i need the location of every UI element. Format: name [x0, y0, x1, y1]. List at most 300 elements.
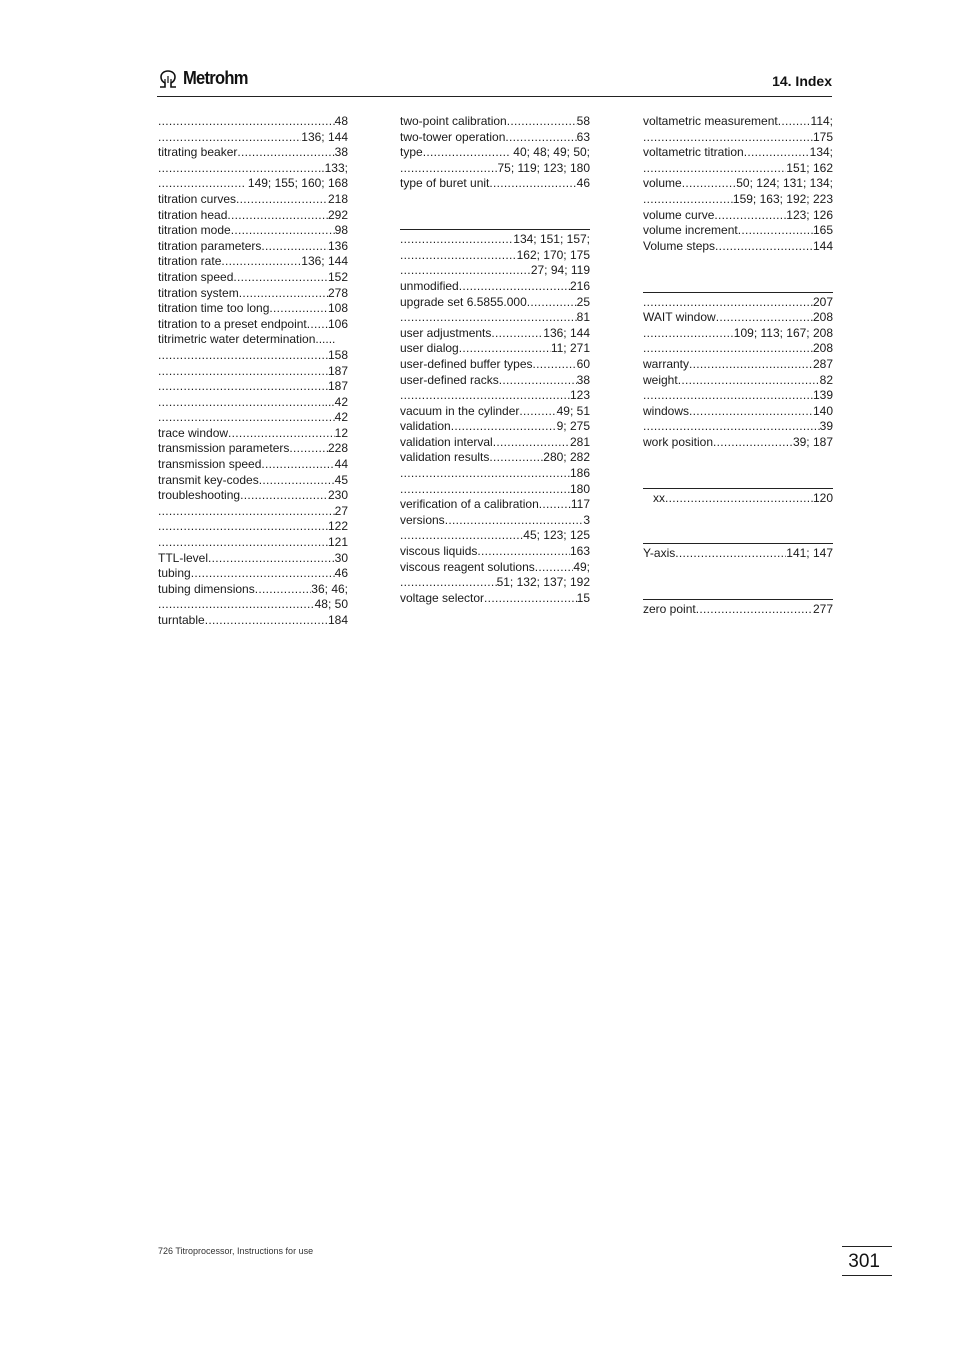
leader-dots — [451, 419, 557, 435]
index-entry — [400, 419, 590, 435]
index-term: Volume steps — [643, 238, 716, 253]
page-refs: 48; 50 — [314, 597, 348, 612]
page-refs: 108 — [327, 301, 348, 316]
index-column-1 — [158, 114, 348, 629]
index-entry — [158, 254, 348, 270]
index-entry — [400, 326, 590, 342]
blank-line — [643, 254, 833, 270]
index-entry — [643, 602, 833, 618]
omega-logo-icon — [157, 69, 179, 89]
leader-dots — [236, 192, 328, 208]
leader-dots — [689, 357, 813, 373]
index-entry — [158, 519, 348, 535]
index-term: volume — [643, 176, 682, 191]
index-entry — [158, 379, 348, 395]
page-refs: 98 — [334, 223, 348, 238]
leader-dots — [445, 513, 584, 529]
page-refs: 45; 123; 125 — [523, 528, 590, 543]
page-refs: 120 — [812, 490, 833, 505]
index-entry — [158, 364, 348, 380]
index-entry — [643, 208, 833, 224]
index-term: transmission speed — [158, 457, 262, 472]
index-entry — [158, 504, 348, 520]
index-term: user dialog — [400, 341, 459, 356]
brand-name: Metrohm — [183, 68, 248, 88]
index-entry — [400, 482, 590, 498]
blank-line — [643, 578, 833, 594]
index-term: trace window — [158, 425, 229, 440]
page-refs: 230 — [327, 488, 348, 503]
page-refs: 109; 113; 167; 208 — [733, 325, 833, 340]
index-entry — [158, 473, 348, 489]
letter-divider — [643, 488, 833, 489]
page-refs: 136; 144 — [543, 325, 590, 340]
blank-line — [643, 466, 833, 482]
page-refs: 36; 46; — [311, 581, 348, 596]
page-refs: 50; 124; 131; 134; — [736, 176, 833, 191]
leader-dots — [696, 602, 813, 618]
leader-dots — [535, 560, 574, 576]
index-entry — [400, 388, 590, 404]
leader-dots — [205, 613, 328, 629]
page-refs: 82 — [819, 372, 833, 387]
leader-dots — [423, 145, 510, 161]
page-refs: 165 — [812, 223, 833, 238]
leader-dots — [400, 310, 577, 326]
index-term: type of buret unit — [400, 176, 490, 191]
index-entry — [400, 310, 590, 326]
index-entry — [400, 295, 590, 311]
index-entry — [643, 546, 833, 562]
page-refs: 46 — [576, 176, 590, 191]
page-refs: 25 — [576, 294, 590, 309]
index-term: tubing — [158, 566, 191, 581]
leader-dots — [158, 364, 328, 380]
page-refs: 39; 187 — [792, 434, 833, 449]
index-term: voltametric titration — [643, 145, 744, 160]
leader-dots — [682, 176, 737, 192]
page-refs: 38 — [576, 372, 590, 387]
index-entry — [158, 551, 348, 567]
page-refs: 187 — [327, 379, 348, 394]
leader-dots — [261, 457, 334, 473]
index-entry — [643, 223, 833, 239]
index-entry — [158, 301, 348, 317]
index-term: user-defined buffer types — [400, 356, 533, 371]
index-term: titration mode — [158, 223, 231, 238]
page-refs: 228 — [327, 441, 348, 456]
page-refs: 162; 170; 175 — [516, 247, 590, 262]
index-term: turntable — [158, 613, 205, 627]
page-refs: 134; — [809, 145, 833, 160]
leader-dots — [158, 395, 325, 411]
index-entry — [158, 208, 348, 224]
page-refs: 11; 271 — [550, 341, 590, 356]
index-entry — [158, 426, 348, 442]
index-term: zero point — [643, 602, 696, 617]
leader-dots — [643, 161, 786, 177]
leader-dots — [239, 286, 328, 302]
page-refs: 121 — [327, 535, 348, 550]
leader-dots — [744, 145, 810, 161]
leader-dots — [158, 114, 335, 130]
leader-dots — [491, 326, 543, 342]
index-term: titration time too long — [158, 301, 270, 316]
index-entry — [400, 450, 590, 466]
page-refs: 40; 48; 49; 50; — [509, 145, 590, 160]
page-refs: ..133; — [317, 160, 348, 175]
index-term: troubleshooting — [158, 488, 241, 503]
index-entry — [158, 239, 348, 255]
index-entry — [643, 419, 833, 435]
page-refs: 49; 51 — [556, 403, 590, 418]
index-term: transmit key-codes — [158, 472, 259, 487]
index-entry — [400, 357, 590, 373]
index-entry — [400, 130, 590, 146]
page-refs: 139 — [812, 388, 833, 403]
index-term: validation results — [400, 450, 490, 465]
leader-dots — [231, 223, 335, 239]
blank-line — [643, 562, 833, 578]
index-entry — [400, 497, 590, 513]
index-term: upgrade set 6.5855.000 — [400, 294, 527, 309]
index-entry — [158, 114, 348, 130]
page-refs: 187 — [327, 363, 348, 378]
leader-dots — [208, 551, 335, 567]
index-entry — [400, 232, 590, 248]
page-refs: 27 — [334, 503, 348, 518]
leader-dots — [665, 491, 813, 507]
index-term: titration curves — [158, 191, 237, 206]
page-refs: 140 — [812, 403, 833, 418]
blank-line — [643, 522, 833, 538]
index-entry — [400, 513, 590, 529]
section-title: 14. Index — [772, 73, 832, 89]
page-refs: 38 — [334, 145, 348, 160]
page-number-box — [842, 1246, 892, 1276]
index-entry — [643, 357, 833, 373]
page-refs: 208 — [812, 341, 833, 356]
leader-dots — [289, 441, 328, 457]
page-refs: 281 — [569, 434, 590, 449]
page-refs: 75; 119; 123; 180 — [497, 160, 590, 175]
leader-dots — [307, 317, 328, 333]
leader-dots — [158, 161, 318, 177]
leader-dots — [489, 450, 543, 466]
page-refs: 12 — [334, 425, 348, 440]
leader-dots — [493, 435, 570, 451]
leader-dots — [158, 597, 315, 613]
leader-dots — [643, 130, 813, 146]
leader-dots — [400, 388, 570, 404]
index-term: user adjustments — [400, 325, 492, 340]
index-entry — [158, 441, 348, 457]
page-refs: 46 — [334, 566, 348, 581]
page-refs: 159; 163; 192; 223 — [732, 191, 833, 206]
index-entry — [400, 279, 590, 295]
blank-line — [400, 208, 590, 224]
page-refs: ...42 — [324, 394, 348, 409]
page-header — [157, 68, 832, 97]
leader-dots — [716, 310, 813, 326]
index-term: viscous reagent solutions — [400, 559, 535, 574]
index-entry — [643, 114, 833, 130]
leader-dots — [400, 263, 531, 279]
index-entry — [400, 575, 590, 591]
index-entry — [158, 613, 348, 629]
index-term: user-defined racks — [400, 372, 499, 387]
page-refs: 63 — [576, 129, 590, 144]
page-refs: 287 — [812, 356, 833, 371]
leader-dots — [643, 295, 813, 311]
index-term: weight — [643, 372, 678, 387]
leader-dots — [489, 176, 576, 192]
letter-divider — [400, 229, 590, 230]
index-term: titration speed — [158, 269, 234, 284]
letter-divider — [643, 292, 833, 293]
leader-dots — [400, 575, 497, 591]
letter-divider — [643, 599, 833, 600]
index-term: Y-axis — [643, 546, 676, 561]
index-entry — [400, 341, 590, 357]
index-entry — [158, 566, 348, 582]
blank-line — [643, 270, 833, 286]
leader-dots — [519, 404, 556, 420]
index-entry — [400, 466, 590, 482]
leader-dots — [477, 544, 570, 560]
page-refs: 123 — [569, 388, 590, 403]
page-refs: 292 — [327, 207, 348, 222]
page-refs: 208 — [812, 310, 833, 325]
page-refs: 218 — [327, 191, 348, 206]
leader-dots — [778, 114, 811, 130]
index-entry — [158, 286, 348, 302]
page-refs: 184 — [327, 613, 348, 627]
index-term: two-tower operation — [400, 129, 506, 144]
index-entry — [400, 248, 590, 264]
index-column-2 — [400, 114, 590, 606]
page-refs: 277 — [812, 602, 833, 617]
index-entry — [643, 373, 833, 389]
page-refs: 123; 126 — [786, 207, 833, 222]
leader-dots — [713, 435, 793, 451]
index-entry — [400, 544, 590, 560]
index-term: titration system — [158, 285, 239, 300]
footer-text: 726 Titroprocessor, Instructions for use — [158, 1246, 314, 1256]
page-refs: 163 — [569, 544, 590, 559]
index-entry — [643, 161, 833, 177]
index-term: transmission parameters — [158, 441, 290, 456]
index-entry — [643, 326, 833, 342]
page-number: 301 — [848, 1251, 880, 1272]
page-refs: 44 — [334, 457, 348, 472]
page-refs: 186 — [569, 466, 590, 481]
index-term: two-point calibration — [400, 114, 507, 128]
page-refs: 3 — [583, 512, 590, 527]
index-term: volume increment — [643, 223, 738, 238]
leader-dots — [678, 373, 820, 389]
index-entry — [643, 388, 833, 404]
page-refs: 158 — [327, 347, 348, 362]
index-term: versions — [400, 512, 445, 527]
index-term: validation — [400, 419, 451, 434]
index-entry — [158, 597, 348, 613]
index-term: voltage selector — [400, 590, 485, 605]
index-term: unmodified — [400, 278, 459, 293]
page-refs: 39 — [819, 419, 833, 434]
leader-dots — [233, 270, 328, 286]
leader-dots — [158, 535, 328, 551]
index-term: titration parameters — [158, 238, 262, 253]
page-refs: 58 — [576, 114, 590, 128]
page-refs: 106 — [327, 316, 348, 331]
leader-dots — [158, 130, 301, 146]
index-entry — [158, 130, 348, 146]
index-term: work position — [643, 434, 714, 449]
leader-dots — [158, 379, 328, 395]
index-entry — [643, 295, 833, 311]
index-entry — [400, 591, 590, 607]
brand-logo — [157, 68, 253, 89]
index-term: titration to a preset endpoint — [158, 316, 307, 331]
leader-dots — [643, 388, 813, 404]
index-entry — [158, 176, 348, 192]
index-term: validation interval — [400, 434, 493, 449]
index-entry — [158, 223, 348, 239]
index-entry — [158, 457, 348, 473]
page-refs: 149; 155; 160; 168 — [244, 176, 348, 191]
leader-dots — [507, 114, 577, 130]
index-entry — [400, 528, 590, 544]
leader-dots — [505, 130, 576, 146]
index-entry — [158, 161, 348, 177]
page-refs: 51; 132; 137; 192 — [496, 575, 590, 590]
index-entry — [643, 176, 833, 192]
leader-dots — [269, 301, 328, 317]
index-entry — [158, 270, 348, 286]
leader-dots — [240, 488, 328, 504]
index-entry — [643, 239, 833, 255]
index-term: vacuum in the cylinder — [400, 403, 520, 418]
leader-dots — [643, 326, 734, 342]
leader-dots — [499, 373, 577, 389]
leader-dots — [689, 404, 813, 420]
leader-dots — [259, 473, 335, 489]
index-entry — [158, 332, 348, 348]
index-entry — [158, 488, 348, 504]
index-term: tubing dimensions — [158, 581, 255, 596]
leader-dots — [459, 279, 570, 295]
page-refs: 30 — [334, 550, 348, 565]
index-term: viscous liquids — [400, 544, 478, 559]
index-entry — [643, 192, 833, 208]
page-refs: 117 — [570, 497, 590, 512]
index-term: windows — [643, 403, 690, 418]
index-entry — [643, 130, 833, 146]
index-entry — [400, 114, 590, 130]
leader-dots — [539, 497, 571, 513]
page-refs: 60 — [576, 356, 590, 371]
leader-dots — [400, 161, 497, 177]
index-entry — [158, 192, 348, 208]
letter-divider — [643, 543, 833, 544]
index-entry — [643, 404, 833, 420]
page-refs: 45 — [334, 472, 348, 487]
leader-dots — [261, 239, 328, 255]
page-refs: 27; 94; 119 — [530, 263, 590, 278]
index-term: titration head — [158, 207, 228, 222]
index-entry — [158, 410, 348, 426]
leader-dots — [227, 208, 328, 224]
index-entry — [643, 435, 833, 451]
index-entry — [643, 145, 833, 161]
leader-dots — [228, 426, 335, 442]
page-refs: 141; 147 — [786, 546, 833, 561]
leader-dots — [643, 341, 813, 357]
page-refs: 278 — [327, 285, 348, 300]
page-refs: 144 — [812, 238, 833, 253]
index-entry — [643, 310, 833, 326]
index-term: warranty — [643, 356, 690, 371]
page-refs: 216 — [569, 278, 590, 293]
leader-dots — [484, 591, 577, 607]
index-entry — [158, 535, 348, 551]
page-refs: 280; 282 — [543, 450, 590, 465]
index-entry — [158, 145, 348, 161]
leader-dots — [158, 348, 328, 364]
page-refs: 207 — [812, 294, 833, 309]
page-refs: 42 — [334, 410, 348, 425]
leader-dots — [527, 295, 577, 311]
leader-dots — [738, 223, 813, 239]
index-term: WAIT window — [643, 310, 716, 325]
leader-dots — [715, 239, 813, 255]
page-refs: 49; — [573, 559, 590, 574]
leader-dots — [158, 504, 335, 520]
leader-dots — [400, 466, 570, 482]
page-refs: 180 — [569, 481, 590, 496]
index-term: titration rate — [158, 254, 222, 269]
index-term: verification of a calibration — [400, 497, 539, 512]
index-entry — [643, 341, 833, 357]
index-entry — [643, 491, 833, 507]
page-refs: 152 — [327, 269, 348, 284]
page-refs: 136; 144 — [301, 129, 348, 144]
index-entry — [400, 373, 590, 389]
index-column-3 — [643, 114, 833, 618]
leader-dots — [643, 192, 733, 208]
leader-dots — [400, 248, 517, 264]
page-refs: 134; 151; 157; — [513, 232, 590, 247]
page-refs: 9; 275 — [556, 419, 590, 434]
index-entry — [158, 348, 348, 364]
index-entry — [400, 176, 590, 192]
leader-dots — [714, 208, 786, 224]
index-entry — [400, 161, 590, 177]
leader-dots — [643, 419, 820, 435]
leader-dots — [533, 357, 577, 373]
index-term: titrimetric water determination...... — [158, 332, 336, 347]
index-entry — [158, 395, 348, 411]
leader-dots — [675, 546, 786, 562]
index-term: titrating beaker — [158, 145, 238, 160]
page-refs: 15 — [576, 590, 590, 605]
leader-dots — [158, 410, 335, 426]
page-refs: 136; 144 — [301, 254, 348, 269]
index-entry — [400, 404, 590, 420]
blank-line — [643, 506, 833, 522]
leader-dots — [255, 582, 312, 598]
